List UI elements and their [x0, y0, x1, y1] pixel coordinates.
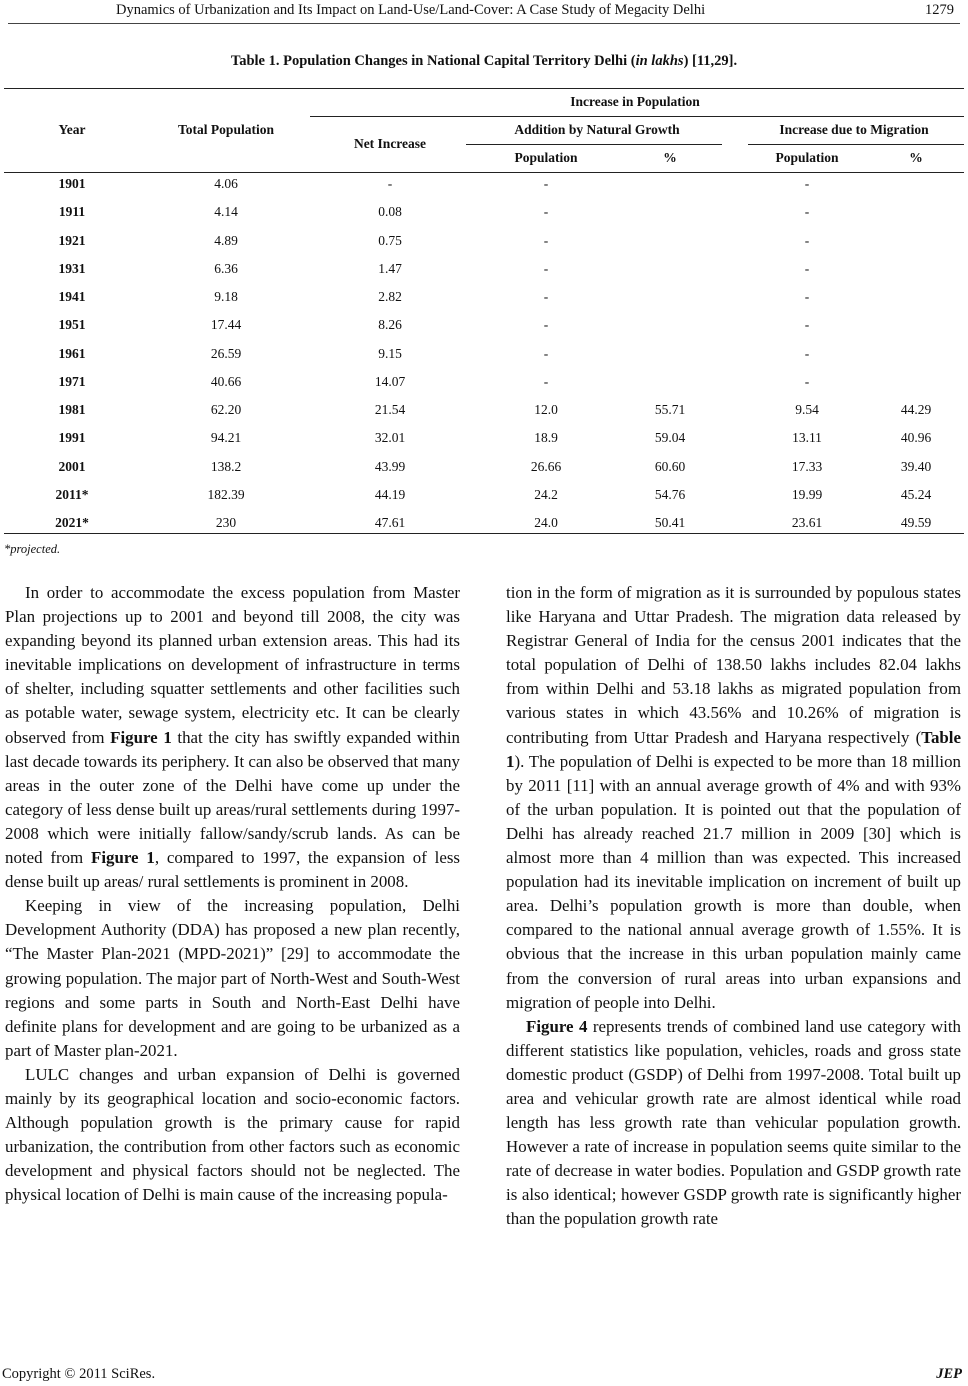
- cell-nat-pop: -: [543, 232, 549, 248]
- cell-total: 4.06: [214, 176, 238, 191]
- cell-total: 4.89: [214, 232, 238, 248]
- cell-mig-pop: -: [804, 373, 810, 389]
- cell-year: 1921: [58, 232, 86, 248]
- figure-reference: Figure 1: [110, 727, 172, 747]
- page-footer: [0, 1366, 968, 1386]
- cell-net: 21.54: [374, 402, 406, 417]
- header-total-population: Total Population: [178, 122, 274, 137]
- cell-net: -: [387, 176, 393, 191]
- cell-net: 44.19: [374, 486, 406, 502]
- cell-nat-pop: 26.66: [530, 458, 562, 474]
- cell-net: 32.01: [374, 430, 406, 446]
- cell-nat-pct: 59.04: [654, 430, 686, 446]
- paragraph: Figure 4 represents trends of combined land use category with different statistics like population, vehicles, roads and gross state domestic product (GSDP) of Delhi from 1997-2008. Total built up area and vehicular growth rate are almost identical while road length has less growth rate than vehicular population growth. However a rate of increase in population seems quite similar to the rate of decrease in water bodies. Population and GSDP growth rate is also identical; however GSDP growth rate is significantly higher than the population growth rate: [506, 1016, 961, 1229]
- cell-year: 1961: [58, 345, 86, 361]
- cell-mig-pop: -: [804, 289, 810, 304]
- cell-nat-pct: 54.76: [654, 486, 686, 502]
- cell-nat-pop: -: [543, 345, 549, 361]
- header-year: Year: [58, 122, 86, 137]
- increase-header-rule: [310, 116, 964, 117]
- cell-mig-pop: 23.61: [791, 515, 823, 530]
- cell-net: 0.75: [378, 232, 402, 248]
- cell-mig-pop: -: [804, 317, 810, 333]
- cell-mig-pop: -: [804, 204, 810, 220]
- cell-net: 1.47: [378, 260, 402, 276]
- cell-nat-pct: 50.41: [654, 515, 686, 530]
- cell-mig-pct: 39.40: [900, 458, 932, 474]
- table-bottom-rule: [4, 533, 964, 534]
- cell-mig-pop: -: [804, 345, 810, 361]
- cell-total: 6.36: [214, 260, 238, 276]
- cell-total: 9.18: [214, 289, 238, 304]
- cell-mig-pct: 49.59: [900, 515, 932, 530]
- cell-year: 2001: [58, 458, 86, 474]
- right-column: [506, 581, 961, 1232]
- cell-net: 8.26: [378, 317, 402, 333]
- page-number: 1279: [925, 2, 954, 18]
- journal-name: JEP: [936, 1366, 962, 1382]
- figure-reference: Figure 1: [91, 848, 155, 868]
- cell-mig-pct: 45.24: [900, 486, 932, 502]
- cell-mig-pop: 17.33: [791, 458, 823, 474]
- cell-year: 1971: [58, 373, 86, 389]
- header-natural-population: Population: [514, 150, 578, 165]
- cell-nat-pop: 12.0: [534, 402, 558, 417]
- paragraph: LULC changes and urban expansion of Delhi is governed mainly by its geographical location and socio-economic factors. Although population growth is the primary cause for rapid urbanization, the contribution from other factors such as economic development and physical factors should not be neglected. The physical location of Delhi is main cause of the increasing popula-: [5, 1064, 460, 1205]
- header-net-increase: Net Increase: [353, 136, 427, 151]
- cell-year: 1931: [58, 260, 86, 276]
- header-rule: [8, 23, 960, 24]
- figure-reference: Figure 4: [526, 1016, 588, 1036]
- header-migration-population: Population: [775, 150, 839, 165]
- header-natural-growth: Addition by Natural Growth: [514, 122, 680, 137]
- header-migration-percent: %: [909, 150, 923, 165]
- cell-total: 40.66: [210, 373, 242, 389]
- table-reference: Table 1: [506, 727, 961, 771]
- cell-year: 2011*: [55, 486, 89, 502]
- cell-year: 1951: [58, 317, 86, 333]
- cell-year: 1981: [58, 402, 86, 417]
- cell-total: 94.21: [210, 430, 242, 446]
- cell-total: 182.39: [207, 486, 245, 502]
- cell-net: 14.07: [374, 373, 406, 389]
- paragraph: In order to accommodate the excess population from Master Plan projections up to 2001 and beyond till 2008, the city was expanding beyond its planned urban extension areas. This had its inevitable implications on development of infrastructure in terms of shelter, including squatter settlements and other facilities such as potable water, sewage system, electricity etc. It can be clearly observed from Figure 1 that the city has swiftly expanded within last decade towards its periphery. It can also be observed that many areas in the outer zone of the Delhi have come up under the category of less dense built up areas/rural settlements during 1997-2008 which were initially fallow/sandy/scrub lands. As can be noted from Figure 1, compared to 1997, the expansion of less dense built up areas/ rural settlements is prominent in 2008.: [5, 583, 460, 892]
- cell-mig-pct: 40.96: [900, 430, 932, 446]
- cell-total: 138.2: [210, 458, 242, 474]
- running-title: Dynamics of Urbanization and Its Impact on Land-Use/Land-Cover: A Case Study of Megacity Delhi: [116, 2, 706, 18]
- paragraph: tion in the form of migration as it is surrounded by populous states like Haryana and Uttar Pradesh. The migration data released by Registrar General of India for the census 2001 indicates that the total population of Delhi of 138.50 lakhs includes 82.04 lakhs from within Delhi and 53.18 lakhs as migrated population from various states in which 43.56% and 10.26% of migration is contributing from Uttar Pradesh and Haryana respectively (Table 1). The population of Delhi is expected to be more than 18 million by 2011 [11] with an annual average growth of 4% and with 93% of the urban population. It is pointed out that the population of Delhi has already reached 21.7 million in 2009 [30] which is almost more than 4 million than was expected. This increased population had its inevitable implication on increment of built up area. Delhi’s population growth is more than double, when compared to the national annual average growth of 1.55%. It is obvious that the increase in this urban population mainly came from the conversion of rural areas into urban expansions and migration of people into Delhi.: [506, 583, 961, 1012]
- cell-year: 1901: [58, 176, 86, 191]
- table-caption: Table 1. Population Changes in National Capital Territory Delhi (in lakhs) [11,29].: [230, 53, 738, 69]
- cell-nat-pop: 24.2: [534, 486, 558, 502]
- header-bottom-rule: [4, 172, 964, 173]
- cell-nat-pop: 18.9: [534, 430, 558, 446]
- cell-nat-pct: 60.60: [654, 458, 686, 474]
- cell-year: 1991: [58, 430, 86, 446]
- left-column: [5, 581, 460, 1207]
- cell-mig-pop: -: [804, 176, 810, 191]
- copyright: Copyright © 2011 SciRes.: [2, 1366, 156, 1382]
- cell-total: 62.20: [210, 402, 242, 417]
- cell-mig-pop: 19.99: [791, 486, 823, 502]
- cell-year: 1941: [58, 289, 86, 304]
- cell-net: 2.82: [378, 289, 402, 304]
- header-natural-percent: %: [663, 150, 677, 165]
- cell-total: 4.14: [214, 204, 238, 220]
- migration-header-rule: [748, 144, 964, 145]
- cell-net: 9.15: [378, 345, 402, 361]
- cell-total: 26.59: [210, 345, 242, 361]
- cell-mig-pop: 9.54: [795, 402, 819, 417]
- cell-mig-pct: 44.29: [900, 402, 932, 417]
- cell-mig-pop: -: [804, 232, 810, 248]
- cell-net: 43.99: [374, 458, 406, 474]
- cell-nat-pop: -: [543, 373, 549, 389]
- cell-nat-pop: -: [543, 176, 549, 191]
- cell-nat-pop: -: [543, 317, 549, 333]
- cell-year: 2021*: [55, 515, 89, 530]
- cell-net: 47.61: [374, 515, 406, 530]
- cell-nat-pct: 55.71: [654, 402, 686, 417]
- cell-total: 17.44: [210, 317, 242, 333]
- cell-nat-pop: -: [543, 260, 549, 276]
- caption-unit: in lakhs: [635, 53, 684, 69]
- cell-mig-pop: 13.11: [792, 430, 822, 446]
- paragraph: Keeping in view of the increasing population, Delhi Development Authority (DDA) has proposed a new plan recently, “The Master Plan-2021 (MPD-2021)” [29] to accommodate the growing population. The major part of North-West and South-West regions and some parts in South and North-East Delhi have definite plans for development and are going to be urbanized as a part of Master plan-2021.: [5, 896, 460, 1060]
- cell-nat-pop: -: [543, 204, 549, 220]
- header-migration: Increase due to Migration: [779, 122, 929, 137]
- cell-year: 1911: [58, 204, 86, 220]
- cell-nat-pop: 24.0: [534, 515, 558, 530]
- cell-nat-pop: -: [543, 289, 549, 304]
- cell-total: 230: [215, 515, 237, 530]
- cell-net: 0.08: [378, 204, 402, 220]
- table-top-rule: [4, 88, 964, 89]
- cell-mig-pop: -: [804, 260, 810, 276]
- header-increase-in-population: Increase in Population: [570, 94, 700, 109]
- natural-header-rule: [466, 144, 722, 145]
- running-head: [0, 2, 968, 22]
- table-footnote: *projected.: [4, 542, 61, 556]
